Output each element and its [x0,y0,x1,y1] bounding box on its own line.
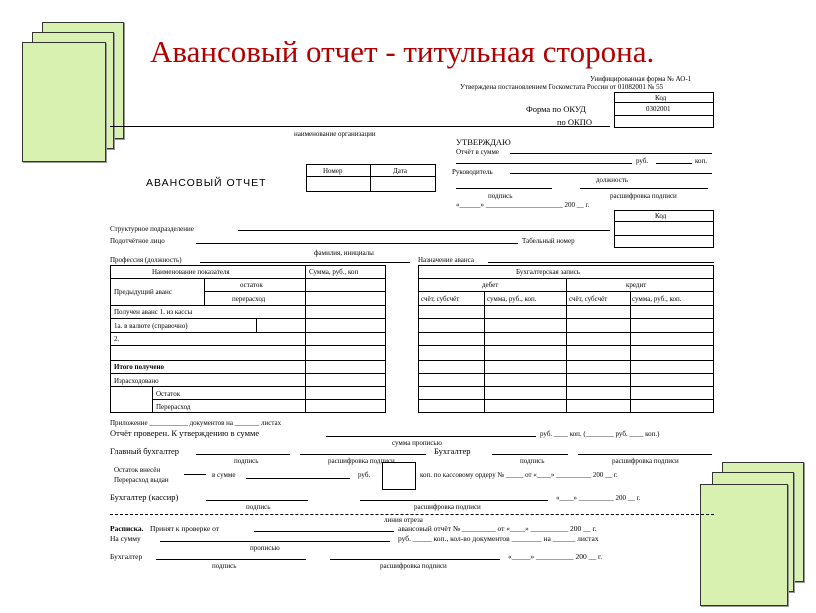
overspend-label: перерасход [232,295,266,303]
deposit-rub-label: руб. [358,471,371,479]
document-title: АВАНСОВЫЙ ОТЧЕТ [146,177,267,189]
accountant2-decoding-caption: расшифровка подписи [380,562,447,570]
accountant-label: Бухгалтер [434,446,471,456]
head-label: Руководитель [452,168,493,176]
code-header: Код [655,94,667,102]
accountant2-signature-caption: подпись [212,562,237,570]
credit-header: кредит [626,281,647,289]
personnel-number-label: Табельный номер [522,237,575,245]
received-label: Получен аванс 1. из кассы [114,308,193,316]
cashier-decoding-caption: расшифровка подписи [414,503,481,511]
okpo-label: по ОКПО [557,117,593,127]
org-caption: наименование организации [294,130,376,138]
currency-label: 1а. в валюте (справочно) [114,322,188,330]
balance-label: остаток [240,281,263,289]
cash-order-label: коп. по кассовому ордеру № _____ от «____» __________ 200 __ г. [420,471,618,479]
attachment-label: Приложение ___________ документов на _______ листах [110,419,282,427]
in-sum-label: в сумме [212,471,236,479]
remaining-label: Остаток [156,390,181,398]
slide-title: Авансовый отчет - титульная сторона. [150,34,655,69]
sum-words-caption-2: прописью [250,544,280,552]
cut-line-caption: линия отреза [384,516,423,524]
accounting-entry-header: Бухгалтерская запись [516,268,581,276]
approve-date: «______» ______________________ 200 __ г. [456,201,590,209]
deposit-kop-box [382,462,416,490]
approved-by-label: Утверждена постановлением Госкомстата России от 01082001 № 55 [460,83,664,91]
cashier-label: Бухгалтер (кассир) [110,492,179,502]
chief-accountant-label: Главный бухгалтер [110,446,180,456]
row-2-label: 2. [114,335,120,343]
overspent-label: Перерасход [156,403,191,411]
cut-line [110,514,714,515]
position-caption: должность [596,176,629,184]
rub-label: руб. [636,157,649,165]
accountant-decoding-caption: расшифровка подписи [612,457,679,465]
fio-caption: фамилия, инициалы [314,249,374,257]
spent-label: Израсходовано [114,377,159,385]
cashier-signature-caption: подпись [246,503,271,511]
report-sum-label: Отчёт в сумме [456,148,499,156]
receipt-bold: Расписка. [110,524,144,533]
total-received-label: Итого получено [114,363,165,371]
okud-code: 0302001 [646,105,671,113]
sum-words-caption: сумма прописью [392,439,442,447]
profession-label: Профессия (должность) [110,256,182,264]
accountant-label-2: Бухгалтер [110,552,143,561]
debit-header: дебет [482,281,499,289]
checked-label: Отчёт проверен. К утверждению в сумме [110,428,260,438]
purpose-label: Назначение аванса [418,256,474,264]
receipt-tail: авансовый отчёт № _________ от «____» __________ 200 __ г. [398,524,597,533]
approve-heading: УТВЕРЖДАЮ [456,137,511,147]
debit-account-header: счёт, субсчёт [421,295,460,303]
credit-sum-header: сумма, руб., коп. [632,295,682,303]
cashier-date: «____» __________ 200 __ г. [556,494,641,502]
col-sum: Сумма, руб., коп [309,268,359,276]
checked-sum-tail: руб. ____ коп. (________ руб. ____ коп.) [540,430,660,438]
credit-account-header: счёт, субсчёт [569,295,608,303]
number-header: Номер [323,167,343,175]
chief-signature-caption: подпись [234,457,259,465]
on-sum-tail: руб. _____ коп., кол-во документов ________ на ______ листах [398,534,599,543]
on-sum-label: На сумму [110,534,141,543]
accountant-date-2: «_____» __________ 200 __ г. [508,552,603,561]
debit-sum-header: сумма, руб., коп. [487,295,537,303]
accountant-signature-caption: подпись [520,457,545,465]
receipt-text: Принят к проверке от [150,524,219,533]
chief-decoding-caption: расшифровка подписи [328,457,395,465]
okud-label: Форма по ОКУД [526,104,586,114]
balance-deposited-label: Остаток внесён [114,466,161,474]
accountable-label: Подотчётное лицо [110,237,165,245]
kop-label: коп. [695,157,708,165]
signature-decoding-caption: расшифровка подписи [610,192,677,200]
overspend-paid-label: Перерасход выдан [114,476,169,484]
code-header-2: Код [655,212,667,220]
signature-caption: подпись [488,192,513,200]
col-indicator-name: Наименование показателя [152,268,230,276]
prev-advance-label: Предыдущий аванс [114,288,172,296]
department-label: Структурное подразделение [110,225,194,233]
unified-form-label: Унифицированная форма № АО-1 [590,75,692,83]
date-header: Дата [393,167,407,175]
